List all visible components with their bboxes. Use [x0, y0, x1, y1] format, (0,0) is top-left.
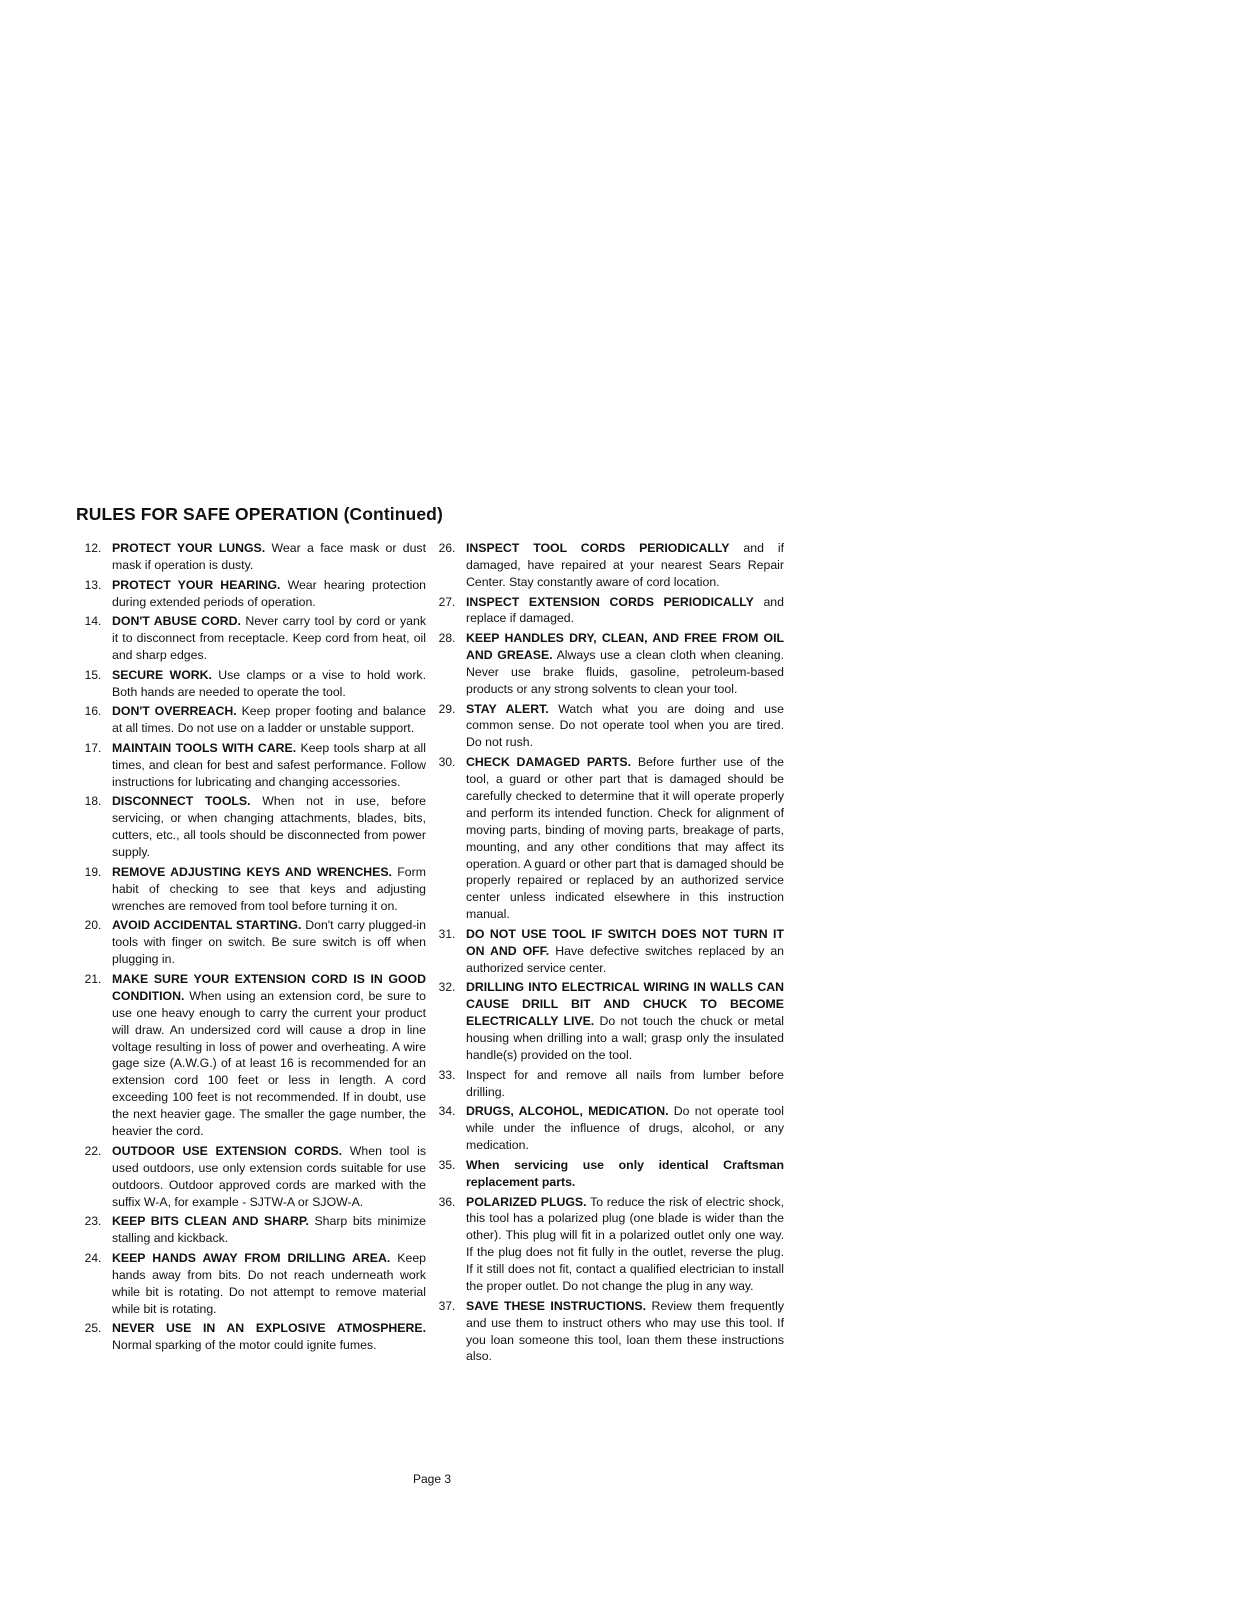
rule-number: 24. [84, 1250, 102, 1265]
rule-number: 23. [84, 1214, 102, 1229]
rule-body [112, 613, 426, 664]
rule-body [466, 594, 784, 628]
rule-text: Normal sparking of the motor could ignite fumes. [112, 1338, 377, 1353]
rule-heading: SECURE WORK. [112, 667, 212, 682]
rule-heading: MAINTAIN TOOLS WITH CARE. [112, 740, 297, 755]
rule-text: Keep proper footing and balance at all times. Do not use on a ladder or unstable support. [112, 704, 427, 736]
right-rules-column [428, 540, 784, 1368]
rule-heading: POLARIZED PLUGS. [466, 1194, 587, 1209]
rule-text: When tool is used outdoors, use only extension cords suitable for use outdoors. Outdoor approved cords are marked with the suffix W-A, for example - SJTW-A or SJOW-A. [112, 1143, 426, 1209]
rule-number: 22. [84, 1143, 102, 1158]
rule-body [112, 793, 426, 861]
rule-heading: When servicing use only identical Craftsman replacement parts. [466, 1157, 784, 1189]
rule-body [466, 1103, 784, 1154]
rule-body [112, 577, 426, 611]
rule-body [112, 703, 426, 737]
rule-body [466, 1194, 784, 1295]
rule-heading: AVOID ACCIDENTAL STARTING. [112, 918, 302, 933]
rule-heading: KEEP HANDS AWAY FROM DRILLING AREA. [112, 1250, 391, 1265]
rule-number: 28. [438, 631, 456, 646]
rule-heading: DISCONNECT TOOLS. [112, 794, 251, 809]
rule-number: 27. [438, 594, 456, 609]
rule-item [74, 540, 426, 574]
rule-body [112, 864, 426, 915]
rule-number: 29. [438, 701, 456, 716]
page-number: Page 3 [413, 1472, 452, 1486]
rule-body [466, 540, 784, 591]
rule-item [74, 740, 426, 791]
rule-item [428, 1157, 784, 1191]
rule-heading: DRILLING INTO ELECTRICAL WIRING IN WALLS CAN CAUSE DRILL BIT AND CHUCK TO BECOME ELECTRICALLY LIVE. [466, 980, 784, 1029]
rule-text: Never carry tool by cord or yank it to disconnect from receptacle. Keep cord from heat, oil and sharp edges. [112, 614, 426, 663]
rule-item [428, 540, 784, 591]
rule-number: 34. [438, 1104, 456, 1119]
rule-body [466, 754, 784, 923]
rule-number: 13. [84, 577, 102, 592]
rule-number: 14. [84, 614, 102, 629]
rule-item [74, 971, 426, 1140]
rule-heading: INSPECT TOOL CORDS PERIODICALLY [466, 541, 730, 555]
rule-heading: DON'T ABUSE CORD. [112, 614, 241, 629]
rule-item [428, 1067, 784, 1101]
rule-number: 18. [84, 794, 102, 809]
rule-text: Wear a face mask or dust mask if operation is dusty. [112, 541, 426, 572]
rule-number: 35. [438, 1157, 456, 1172]
rule-item [74, 667, 426, 701]
rule-heading: KEEP BITS CLEAN AND SHARP. [112, 1214, 309, 1229]
rule-text: To reduce the risk of electric shock, this tool has a polarized plug (one blade is wider than the other). This plug will fit in a polarized outlet only one way. If the plug does not fit fully in the outlet, reverse the plug. If it still does not fit, contact a qualified electrician to install the proper outlet. Do not change the plug in any way. [466, 1194, 784, 1294]
rule-heading: SAVE THESE INSTRUCTIONS. [466, 1298, 647, 1313]
rule-text: Keep hands away from bits. Do not reach underneath work while bit is rotating. Do not attempt to remove material while bit is rotating. [112, 1250, 426, 1316]
rule-body [112, 740, 426, 791]
rule-item [74, 1250, 426, 1318]
rule-item [428, 1194, 784, 1295]
rule-number: 26. [438, 541, 456, 555]
rule-text: Always use a clean cloth when cleaning. Never use brake fluids, gasoline, petroleum-based products or any strong solvents to clean your tool. [466, 648, 785, 696]
rule-body [112, 1143, 426, 1211]
rule-item [74, 703, 426, 737]
rule-item [74, 864, 426, 915]
rule-text: Form habit of checking to see that keys and adjusting wrenches are removed from tool before turning it on. [112, 864, 426, 913]
rule-heading: DRUGS, ALCOHOL, MEDICATION. [466, 1104, 669, 1119]
rule-item [428, 979, 784, 1064]
rule-text: and replace if damaged. [466, 594, 784, 626]
rule-item [428, 1298, 784, 1366]
rule-item [74, 1320, 426, 1354]
rule-text: Wear hearing protection during extended periods of operation. [112, 577, 427, 609]
rule-number: 32. [438, 980, 456, 995]
rule-body [466, 926, 784, 977]
rule-number: 12. [84, 541, 102, 555]
rule-item [428, 594, 784, 628]
rule-item [428, 1103, 784, 1154]
rule-heading: PROTECT YOUR HEARING. [112, 577, 281, 592]
rule-text: When using an extension cord, be sure to use one heavy enough to carry the current your product will draw. An undersized cord will cause a drop in line voltage resulting in loss of power and overheating. A wire gage size (A.W.G.) of at least 16 is recommended for an extension cord 100 feet or less in length. A cord exceeding 100 feet is not recommended. If in doubt, use the next heavier gage. The smaller the gage number, the heavier the cord. [112, 988, 426, 1139]
rule-number: 25. [84, 1321, 102, 1336]
rule-item [428, 754, 784, 923]
rule-heading: INSPECT EXTENSION CORDS PERIODICALLY [466, 594, 754, 609]
rule-body [112, 1320, 426, 1354]
rule-text: Watch what you are doing and use common sense. Do not operate tool when you are tired. Do not rush. [466, 701, 785, 750]
rule-text: Keep tools sharp at all times, and clean for best and safest performance. Follow instructions for lubricating and changing accessories. [112, 740, 426, 789]
left-rules-column [74, 540, 426, 1357]
rule-number: 16. [84, 704, 102, 719]
rule-item [74, 1213, 426, 1247]
rule-number: 37. [438, 1298, 456, 1313]
rule-heading: DO NOT USE TOOL IF SWITCH DOES NOT TURN IT ON AND OFF. [466, 926, 784, 958]
rule-item [428, 926, 784, 977]
rule-body [466, 1298, 784, 1366]
rule-body [112, 540, 426, 574]
rule-heading: REMOVE ADJUSTING KEYS AND WRENCHES. [112, 864, 392, 879]
rule-body [112, 667, 426, 701]
rule-number: 31. [438, 926, 456, 941]
rule-text: Have defective switches replaced by an authorized service center. [466, 943, 785, 975]
rule-heading: CHECK DAMAGED PARTS. [466, 755, 632, 770]
rule-text: Sharp bits minimize stalling and kickback. [112, 1214, 427, 1246]
rule-body [466, 630, 784, 698]
page-title: RULES FOR SAFE OPERATION (Continued) [76, 504, 443, 524]
rule-body [466, 701, 784, 752]
rule-number: 30. [438, 755, 456, 770]
rule-body [466, 1157, 784, 1191]
rule-heading: MAKE SURE YOUR EXTENSION CORD IS IN GOOD CONDITION. [112, 971, 426, 1003]
rule-item [428, 701, 784, 752]
rule-number: 19. [84, 864, 102, 879]
rule-number: 36. [438, 1194, 456, 1209]
rule-number: 20. [84, 918, 102, 933]
rule-text: Do not operate tool while under the influence of drugs, alcohol, or any medication. [466, 1104, 784, 1153]
rule-body [466, 979, 784, 1064]
rule-heading: OUTDOOR USE EXTENSION CORDS. [112, 1143, 343, 1158]
rule-number: 21. [84, 971, 102, 986]
rule-text: Use clamps or a vise to hold work. Both hands are needed to operate the tool. [112, 667, 426, 699]
rule-body [112, 1250, 426, 1318]
rule-text: When not in use, before servicing, or when changing attachments, blades, bits, cutters, etc., all tools should be disconnected from power supply. [112, 794, 427, 860]
rule-number: 15. [84, 667, 102, 682]
rule-text: and if damaged, have repaired at your nearest Sears Repair Center. Stay constantly aware of cord location. [466, 541, 784, 589]
rule-heading: PROTECT YOUR LUNGS. [112, 541, 266, 555]
rule-item [74, 793, 426, 861]
rule-item [74, 577, 426, 611]
rule-text: Don't carry plugged-in tools with finger on switch. Be sure switch is off when plugging in. [112, 918, 426, 967]
rule-body [112, 971, 426, 1140]
rule-heading: DON'T OVERREACH. [112, 704, 237, 719]
rule-item [428, 630, 784, 698]
rule-text: Do not touch the chuck or metal housing when drilling into a wall; grasp only the insulated handle(s) provided on the tool. [466, 1014, 785, 1063]
rule-text: Inspect for and remove all nails from lumber before drilling. [466, 1067, 784, 1099]
rule-number: 33. [438, 1067, 456, 1082]
rule-heading: KEEP HANDLES DRY, CLEAN, AND FREE FROM OIL AND GREASE. [466, 631, 784, 663]
rule-body [466, 1067, 784, 1101]
rule-heading: NEVER USE IN AN EXPLOSIVE ATMOSPHERE. [112, 1321, 426, 1336]
rule-body [112, 1213, 426, 1247]
rule-item [74, 917, 426, 968]
rule-text: Before further use of the tool, a guard or other part that is damaged should be carefully checked to determine that it will operate properly and perform its intended function. Check for alignment of moving parts, binding of moving parts, breakage of parts, mounting, and any other conditions that may affect its operation. A guard or other part that is damaged should be properly repaired or replaced by an authorized service center unless indicated elsewhere in this instruction manual. [466, 755, 784, 922]
rule-body [112, 917, 426, 968]
rule-heading: STAY ALERT. [466, 701, 549, 716]
rule-item [74, 1143, 426, 1211]
rule-item [74, 613, 426, 664]
rule-number: 17. [84, 740, 102, 755]
rule-text: Review them frequently and use them to instruct others who may use this tool. If you loan someone this tool, loan them these instructions also. [466, 1298, 784, 1364]
